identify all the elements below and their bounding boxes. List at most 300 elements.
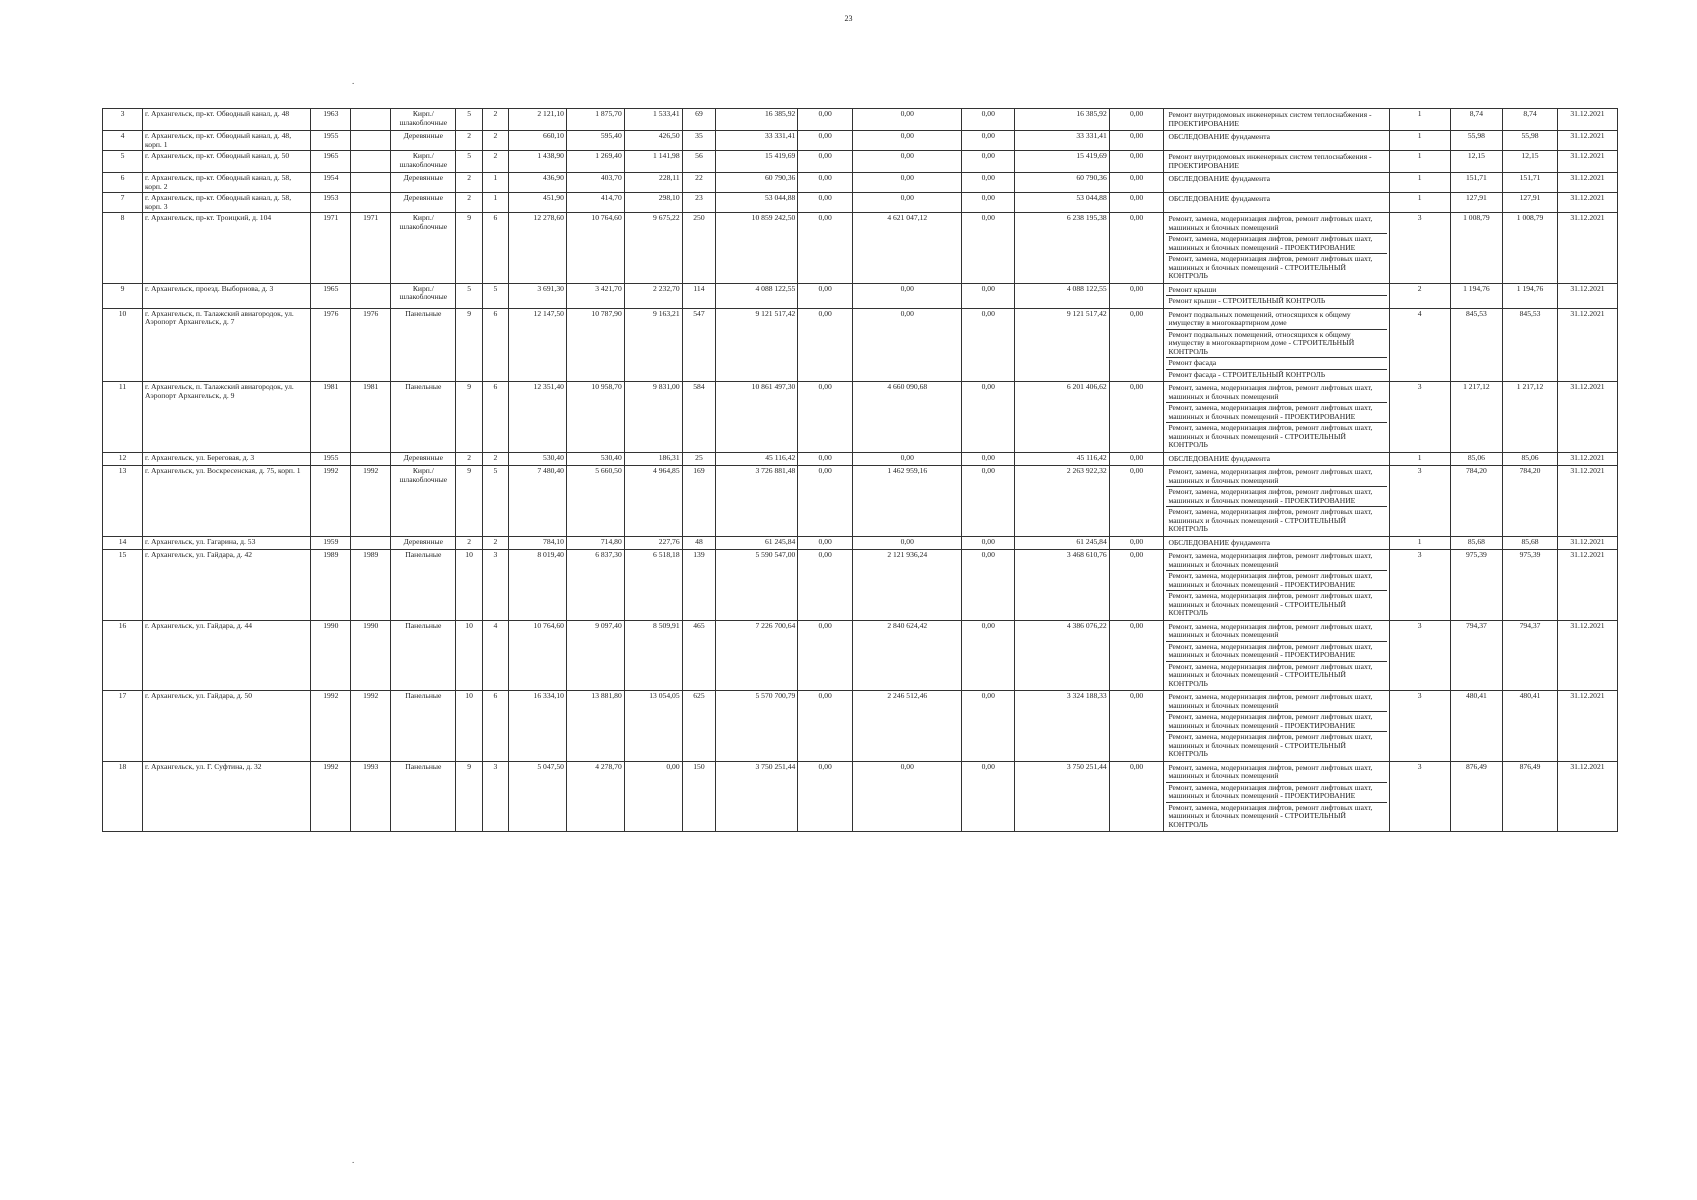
works-count: 3 xyxy=(1389,213,1450,284)
residents-count: 56 xyxy=(682,151,716,173)
scan-speck: . xyxy=(352,1155,355,1165)
floors-count: 2 xyxy=(456,452,482,466)
row-number: 16 xyxy=(103,620,143,691)
work-type-item: Ремонт внутридомовых инженерных систем теплоснабжения - ПРОЕКТИРОВАНИЕ xyxy=(1168,152,1372,170)
fund-region: 0,00 xyxy=(798,761,853,832)
row-number: 8 xyxy=(103,213,143,284)
wall-material: Панельные xyxy=(391,382,456,453)
year-built: 1955 xyxy=(311,131,351,151)
work-type-item: Ремонт, замена, модернизация лифтов, ремонт лифтовых шахт, машинных и блочных помещений - ПРОЕКТИРОВАНИЕ xyxy=(1166,783,1386,803)
entrances-count: 6 xyxy=(482,213,508,284)
work-types-cell xyxy=(1164,213,1389,284)
floors-count: 5 xyxy=(456,283,482,308)
floors-count: 9 xyxy=(456,213,482,284)
floors-count: 5 xyxy=(456,151,482,173)
entrances-count: 2 xyxy=(482,536,508,550)
year-commission: 1992 xyxy=(351,691,391,762)
year-built: 1965 xyxy=(311,151,351,173)
fund-local: 1 462 959,16 xyxy=(853,466,962,537)
floors-count: 2 xyxy=(456,131,482,151)
area-premises: 4 278,70 xyxy=(566,761,624,832)
area-premises: 5 660,50 xyxy=(566,466,624,537)
work-type-item: ОБСЛЕДОВАНИЕ фундамента xyxy=(1168,537,1270,547)
works-count: 3 xyxy=(1389,761,1450,832)
fund-local: 0,00 xyxy=(853,173,962,193)
owners-funds: 2 263 922,32 xyxy=(1015,466,1110,537)
row-number: 9 xyxy=(103,283,143,308)
year-commission: 1976 xyxy=(351,308,391,382)
year-built: 1955 xyxy=(311,452,351,466)
unit-cost: 794,37 xyxy=(1450,620,1503,691)
unit-cost: 1 008,79 xyxy=(1450,213,1503,284)
area-premises: 13 881,80 xyxy=(566,691,624,762)
fund-other: 0,00 xyxy=(962,536,1015,550)
entrances-count: 1 xyxy=(482,173,508,193)
owners-funds: 60 790,36 xyxy=(1015,173,1110,193)
work-type-item: Ремонт подвальных помещений, относящихся к общему имуществу в многоквартирном доме xyxy=(1166,310,1386,330)
area-residential: 13 054,05 xyxy=(624,691,682,762)
residents-count: 584 xyxy=(682,382,716,453)
area-residential: 227,76 xyxy=(624,536,682,550)
wall-material: Кирп./ шлакоблочные xyxy=(391,466,456,537)
works-count: 3 xyxy=(1389,466,1450,537)
fund-local: 4 660 090,68 xyxy=(853,382,962,453)
work-types-cell xyxy=(1164,109,1389,131)
owners-funds: 4 088 122,55 xyxy=(1015,283,1110,308)
floors-count: 9 xyxy=(456,466,482,537)
floors-count: 9 xyxy=(456,308,482,382)
row-address: г. Архангельск, пр-кт. Обводный канал, д. 48, корп. 1 xyxy=(142,131,310,151)
area-residential: 9 675,22 xyxy=(624,213,682,284)
area-premises: 1 269,40 xyxy=(566,151,624,173)
fund-region: 0,00 xyxy=(798,109,853,131)
wall-material: Деревянные xyxy=(391,193,456,213)
deadline-date: 31.12.2021 xyxy=(1557,761,1617,832)
fund-other: 0,00 xyxy=(962,109,1015,131)
unit-cost: 55,98 xyxy=(1450,131,1503,151)
limit-cost: 480,41 xyxy=(1503,691,1558,762)
cost-total: 9 121 517,42 xyxy=(716,308,798,382)
work-type-item: Ремонт, замена, модернизация лифтов, ремонт лифтовых шахт, машинных и блочных помещений xyxy=(1166,383,1386,403)
entrances-count: 6 xyxy=(482,382,508,453)
area-premises: 1 875,70 xyxy=(566,109,624,131)
table-row xyxy=(103,131,1618,151)
work-type-item: Ремонт, замена, модернизация лифтов, ремонт лифтовых шахт, машинных и блочных помещений - ПРОЕКТИРОВАНИЕ xyxy=(1166,712,1386,732)
cost-total: 3 726 881,48 xyxy=(716,466,798,537)
work-type-item: Ремонт, замена, модернизация лифтов, ремонт лифтовых шахт, машинных и блочных помещений - СТРОИТЕЛЬНЫЙ КОНТРОЛЬ xyxy=(1168,507,1373,533)
row-number: 17 xyxy=(103,691,143,762)
floors-count: 2 xyxy=(456,536,482,550)
fund-region: 0,00 xyxy=(798,550,853,621)
area-total: 16 334,10 xyxy=(509,691,567,762)
table-row xyxy=(103,466,1618,537)
fund-local: 0,00 xyxy=(853,283,962,308)
unit-cost: 784,20 xyxy=(1450,466,1503,537)
fund-region: 0,00 xyxy=(798,620,853,691)
other-funds: 0,00 xyxy=(1109,131,1164,151)
row-address: г. Архангельск, пр-кт. Обводный канал, д. 48 xyxy=(142,109,310,131)
residents-count: 48 xyxy=(682,536,716,550)
fund-other: 0,00 xyxy=(962,308,1015,382)
page-number: 23 xyxy=(844,14,853,23)
fund-other: 0,00 xyxy=(962,213,1015,284)
entrances-count: 2 xyxy=(482,452,508,466)
work-type-item: Ремонт фасада xyxy=(1166,358,1386,370)
cost-total: 4 088 122,55 xyxy=(716,283,798,308)
other-funds: 0,00 xyxy=(1109,550,1164,621)
unit-cost: 85,68 xyxy=(1450,536,1503,550)
owners-funds: 3 468 610,76 xyxy=(1015,550,1110,621)
unit-cost: 975,39 xyxy=(1450,550,1503,621)
other-funds: 0,00 xyxy=(1109,466,1164,537)
entrances-count: 4 xyxy=(482,620,508,691)
area-total: 2 121,10 xyxy=(509,109,567,131)
deadline-date: 31.12.2021 xyxy=(1557,691,1617,762)
row-number: 5 xyxy=(103,151,143,173)
area-total: 784,10 xyxy=(509,536,567,550)
unit-cost: 1 217,12 xyxy=(1450,382,1503,453)
owners-funds: 6 238 195,38 xyxy=(1015,213,1110,284)
table-row xyxy=(103,151,1618,173)
works-count: 1 xyxy=(1389,452,1450,466)
other-funds: 0,00 xyxy=(1109,151,1164,173)
works-count: 4 xyxy=(1389,308,1450,382)
cost-total: 45 116,42 xyxy=(716,452,798,466)
year-commission xyxy=(351,151,391,173)
residents-count: 25 xyxy=(682,452,716,466)
fund-other: 0,00 xyxy=(962,761,1015,832)
unit-cost: 1 194,76 xyxy=(1450,283,1503,308)
year-built: 1989 xyxy=(311,550,351,621)
wall-material: Панельные xyxy=(391,691,456,762)
owners-funds: 3 750 251,44 xyxy=(1015,761,1110,832)
entrances-count: 6 xyxy=(482,308,508,382)
table-body xyxy=(103,109,1618,832)
work-type-item: Ремонт, замена, модернизация лифтов, ремонт лифтовых шахт, машинных и блочных помещений - ПРОЕКТИРОВАНИЕ xyxy=(1166,403,1386,423)
other-funds: 0,00 xyxy=(1109,109,1164,131)
deadline-date: 31.12.2021 xyxy=(1557,151,1617,173)
deadline-date: 31.12.2021 xyxy=(1557,173,1617,193)
cost-total: 10 859 242,50 xyxy=(716,213,798,284)
wall-material: Кирп./ шлакоблочные xyxy=(391,213,456,284)
work-type-item: Ремонт, замена, модернизация лифтов, ремонт лифтовых шахт, машинных и блочных помещений - СТРОИТЕЛЬНЫЙ КОНТРОЛЬ xyxy=(1168,254,1373,280)
residents-count: 22 xyxy=(682,173,716,193)
works-count: 1 xyxy=(1389,109,1450,131)
work-type-item: Ремонт внутридомовых инженерных систем теплоснабжения - ПРОЕКТИРОВАНИЕ xyxy=(1168,110,1372,128)
area-total: 530,40 xyxy=(509,452,567,466)
year-built: 1992 xyxy=(311,466,351,537)
year-built: 1990 xyxy=(311,620,351,691)
row-number: 12 xyxy=(103,452,143,466)
other-funds: 0,00 xyxy=(1109,620,1164,691)
year-built: 1965 xyxy=(311,283,351,308)
other-funds: 0,00 xyxy=(1109,382,1164,453)
table-row xyxy=(103,452,1618,466)
work-type-item: Ремонт крыши - СТРОИТЕЛЬНЫЙ КОНТРОЛЬ xyxy=(1168,296,1326,305)
year-commission: 1992 xyxy=(351,466,391,537)
scan-speck: . xyxy=(352,76,355,86)
fund-other: 0,00 xyxy=(962,691,1015,762)
fund-local: 2 246 512,46 xyxy=(853,691,962,762)
work-type-item: Ремонт, замена, модернизация лифтов, ремонт лифтовых шахт, машинных и блочных помещений xyxy=(1166,622,1386,642)
residents-count: 625 xyxy=(682,691,716,762)
cost-total: 33 331,41 xyxy=(716,131,798,151)
area-premises: 10 787,90 xyxy=(566,308,624,382)
row-number: 11 xyxy=(103,382,143,453)
fund-local: 2 121 936,24 xyxy=(853,550,962,621)
wall-material: Панельные xyxy=(391,308,456,382)
area-premises: 6 837,30 xyxy=(566,550,624,621)
area-residential: 1 141,98 xyxy=(624,151,682,173)
fund-region: 0,00 xyxy=(798,308,853,382)
deadline-date: 31.12.2021 xyxy=(1557,213,1617,284)
year-commission xyxy=(351,452,391,466)
fund-other: 0,00 xyxy=(962,193,1015,213)
floors-count: 2 xyxy=(456,173,482,193)
row-number: 4 xyxy=(103,131,143,151)
cost-total: 61 245,84 xyxy=(716,536,798,550)
work-type-item: Ремонт, замена, модернизация лифтов, ремонт лифтовых шахт, машинных и блочных помещений - ПРОЕКТИРОВАНИЕ xyxy=(1166,234,1386,254)
floors-count: 10 xyxy=(456,691,482,762)
limit-cost: 975,39 xyxy=(1503,550,1558,621)
other-funds: 0,00 xyxy=(1109,452,1164,466)
area-total: 12 147,50 xyxy=(509,308,567,382)
row-number: 10 xyxy=(103,308,143,382)
limit-cost: 127,91 xyxy=(1503,193,1558,213)
wall-material: Панельные xyxy=(391,620,456,691)
table-row xyxy=(103,761,1618,832)
area-residential: 9 831,00 xyxy=(624,382,682,453)
residents-count: 23 xyxy=(682,193,716,213)
unit-cost: 85,06 xyxy=(1450,452,1503,466)
work-types-cell xyxy=(1164,466,1389,537)
table-row xyxy=(103,283,1618,308)
area-residential: 0,00 xyxy=(624,761,682,832)
entrances-count: 6 xyxy=(482,691,508,762)
area-residential: 2 232,70 xyxy=(624,283,682,308)
work-types-cell xyxy=(1164,452,1389,466)
work-types-cell xyxy=(1164,761,1389,832)
work-type-item: ОБСЛЕДОВАНИЕ фундамента xyxy=(1168,194,1270,203)
owners-funds: 33 331,41 xyxy=(1015,131,1110,151)
table-row xyxy=(103,173,1618,193)
row-address: г. Архангельск, п. Талажский авиагородок, ул. Аэропорт Архангельск, д. 7 xyxy=(142,308,310,382)
floors-count: 2 xyxy=(456,193,482,213)
area-residential: 228,11 xyxy=(624,173,682,193)
work-types-cell xyxy=(1164,193,1389,213)
row-number: 14 xyxy=(103,536,143,550)
work-types-cell xyxy=(1164,151,1389,173)
fund-local: 0,00 xyxy=(853,761,962,832)
wall-material: Кирп./ шлакоблочные xyxy=(391,109,456,131)
row-number: 15 xyxy=(103,550,143,621)
area-total: 451,90 xyxy=(509,193,567,213)
fund-local: 0,00 xyxy=(853,452,962,466)
owners-funds: 6 201 406,62 xyxy=(1015,382,1110,453)
table-row xyxy=(103,691,1618,762)
fund-local: 4 621 047,12 xyxy=(853,213,962,284)
deadline-date: 31.12.2021 xyxy=(1557,283,1617,308)
fund-local: 2 840 624,42 xyxy=(853,620,962,691)
deadline-date: 31.12.2021 xyxy=(1557,620,1617,691)
fund-region: 0,00 xyxy=(798,452,853,466)
work-type-item: Ремонт, замена, модернизация лифтов, ремонт лифтовых шахт, машинных и блочных помещений - СТРОИТЕЛЬНЫЙ КОНТРОЛЬ xyxy=(1168,732,1373,758)
limit-cost: 85,68 xyxy=(1503,536,1558,550)
row-address: г. Архангельск, проезд. Выборнова, д. 3 xyxy=(142,283,310,308)
other-funds: 0,00 xyxy=(1109,213,1164,284)
wall-material: Панельные xyxy=(391,761,456,832)
deadline-date: 31.12.2021 xyxy=(1557,382,1617,453)
year-commission xyxy=(351,173,391,193)
works-count: 2 xyxy=(1389,283,1450,308)
residents-count: 139 xyxy=(682,550,716,621)
work-type-item: Ремонт, замена, модернизация лифтов, ремонт лифтовых шахт, машинных и блочных помещений - ПРОЕКТИРОВАНИЕ xyxy=(1166,487,1386,507)
fund-region: 0,00 xyxy=(798,466,853,537)
fund-other: 0,00 xyxy=(962,382,1015,453)
work-types-cell xyxy=(1164,283,1389,308)
limit-cost: 12,15 xyxy=(1503,151,1558,173)
owners-funds: 16 385,92 xyxy=(1015,109,1110,131)
work-type-item: Ремонт, замена, модернизация лифтов, ремонт лифтовых шахт, машинных и блочных помещений xyxy=(1166,763,1386,783)
works-count: 3 xyxy=(1389,620,1450,691)
year-commission: 1989 xyxy=(351,550,391,621)
fund-region: 0,00 xyxy=(798,213,853,284)
row-address: г. Архангельск, ул. Береговая, д. 3 xyxy=(142,452,310,466)
area-premises: 530,40 xyxy=(566,452,624,466)
entrances-count: 5 xyxy=(482,283,508,308)
fund-region: 0,00 xyxy=(798,131,853,151)
work-type-item: Ремонт крыши xyxy=(1166,285,1386,297)
area-total: 8 019,40 xyxy=(509,550,567,621)
work-types-cell xyxy=(1164,620,1389,691)
works-count: 1 xyxy=(1389,536,1450,550)
owners-funds: 61 245,84 xyxy=(1015,536,1110,550)
area-premises: 10 764,60 xyxy=(566,213,624,284)
fund-region: 0,00 xyxy=(798,283,853,308)
year-built: 1954 xyxy=(311,173,351,193)
works-count: 1 xyxy=(1389,151,1450,173)
work-type-item: Ремонт фасада - СТРОИТЕЛЬНЫЙ КОНТРОЛЬ xyxy=(1168,369,1326,379)
works-count: 1 xyxy=(1389,173,1450,193)
year-built: 1959 xyxy=(311,536,351,550)
year-commission: 1981 xyxy=(351,382,391,453)
table-row xyxy=(103,382,1618,453)
row-address: г. Архангельск, ул. Г. Суфтина, д. 32 xyxy=(142,761,310,832)
limit-cost: 1 008,79 xyxy=(1503,213,1558,284)
unit-cost: 151,71 xyxy=(1450,173,1503,193)
fund-other: 0,00 xyxy=(962,550,1015,621)
residents-count: 465 xyxy=(682,620,716,691)
area-premises: 595,40 xyxy=(566,131,624,151)
area-residential: 8 509,91 xyxy=(624,620,682,691)
year-commission xyxy=(351,536,391,550)
row-address: г. Архангельск, пр-кт. Троицкий, д. 104 xyxy=(142,213,310,284)
work-type-item: Ремонт, замена, модернизация лифтов, ремонт лифтовых шахт, машинных и блочных помещений xyxy=(1166,467,1386,487)
area-premises: 414,70 xyxy=(566,193,624,213)
wall-material: Деревянные xyxy=(391,173,456,193)
area-total: 12 351,40 xyxy=(509,382,567,453)
other-funds: 0,00 xyxy=(1109,691,1164,762)
owners-funds: 45 116,42 xyxy=(1015,452,1110,466)
other-funds: 0,00 xyxy=(1109,193,1164,213)
fund-local: 0,00 xyxy=(853,131,962,151)
work-types-cell xyxy=(1164,308,1389,382)
work-type-item: Ремонт, замена, модернизация лифтов, ремонт лифтовых шахт, машинных и блочных помещений - СТРОИТЕЛЬНЫЙ КОНТРОЛЬ xyxy=(1168,661,1373,688)
other-funds: 0,00 xyxy=(1109,761,1164,832)
work-types-cell xyxy=(1164,550,1389,621)
limit-cost: 845,53 xyxy=(1503,308,1558,382)
limit-cost: 8,74 xyxy=(1503,109,1558,131)
year-commission xyxy=(351,283,391,308)
row-address: г. Архангельск, ул. Гайдара, д. 50 xyxy=(142,691,310,762)
row-number: 13 xyxy=(103,466,143,537)
deadline-date: 31.12.2021 xyxy=(1557,193,1617,213)
area-total: 1 438,90 xyxy=(509,151,567,173)
owners-funds: 4 386 076,22 xyxy=(1015,620,1110,691)
row-address: г. Архангельск, п. Талажский авиагородок, ул. Аэропорт Архангельск, д. 9 xyxy=(142,382,310,453)
table-row xyxy=(103,550,1618,621)
row-address: г. Архангельск, пр-кт. Обводный канал, д. 58, корп. 3 xyxy=(142,193,310,213)
repair-program-table xyxy=(102,108,1618,832)
residents-count: 250 xyxy=(682,213,716,284)
unit-cost: 127,91 xyxy=(1450,193,1503,213)
area-residential: 4 964,85 xyxy=(624,466,682,537)
wall-material: Кирп./ шлакоблочные xyxy=(391,151,456,173)
unit-cost: 12,15 xyxy=(1450,151,1503,173)
limit-cost: 1 217,12 xyxy=(1503,382,1558,453)
area-residential: 1 533,41 xyxy=(624,109,682,131)
area-total: 12 278,60 xyxy=(509,213,567,284)
fund-region: 0,00 xyxy=(798,536,853,550)
entrances-count: 1 xyxy=(482,193,508,213)
other-funds: 0,00 xyxy=(1109,283,1164,308)
row-address: г. Архангельск, ул. Гагарина, д. 53 xyxy=(142,536,310,550)
fund-local: 0,00 xyxy=(853,536,962,550)
unit-cost: 845,53 xyxy=(1450,308,1503,382)
work-type-item: Ремонт, замена, модернизация лифтов, ремонт лифтовых шахт, машинных и блочных помещений - СТРОИТЕЛЬНЫЙ КОНТРОЛЬ xyxy=(1168,802,1373,829)
year-built: 1971 xyxy=(311,213,351,284)
year-built: 1992 xyxy=(311,691,351,762)
cost-total: 53 044,88 xyxy=(716,193,798,213)
entrances-count: 3 xyxy=(482,761,508,832)
deadline-date: 31.12.2021 xyxy=(1557,308,1617,382)
fund-other: 0,00 xyxy=(962,452,1015,466)
fund-region: 0,00 xyxy=(798,151,853,173)
area-residential: 186,31 xyxy=(624,452,682,466)
deadline-date: 31.12.2021 xyxy=(1557,466,1617,537)
deadline-date: 31.12.2021 xyxy=(1557,452,1617,466)
table-row xyxy=(103,213,1618,284)
work-types-cell xyxy=(1164,536,1389,550)
area-residential: 298,10 xyxy=(624,193,682,213)
floors-count: 9 xyxy=(456,761,482,832)
cost-total: 15 419,69 xyxy=(716,151,798,173)
area-total: 3 691,30 xyxy=(509,283,567,308)
residents-count: 35 xyxy=(682,131,716,151)
works-count: 3 xyxy=(1389,691,1450,762)
year-commission xyxy=(351,131,391,151)
year-commission xyxy=(351,109,391,131)
work-type-item: ОБСЛЕДОВАНИЕ фундамента xyxy=(1168,453,1270,463)
works-count: 3 xyxy=(1389,382,1450,453)
work-type-item: ОБСЛЕДОВАНИЕ фундамента xyxy=(1168,174,1270,183)
year-commission: 1993 xyxy=(351,761,391,832)
area-residential: 6 518,18 xyxy=(624,550,682,621)
area-total: 660,10 xyxy=(509,131,567,151)
year-built: 1992 xyxy=(311,761,351,832)
fund-local: 0,00 xyxy=(853,193,962,213)
entrances-count: 2 xyxy=(482,151,508,173)
